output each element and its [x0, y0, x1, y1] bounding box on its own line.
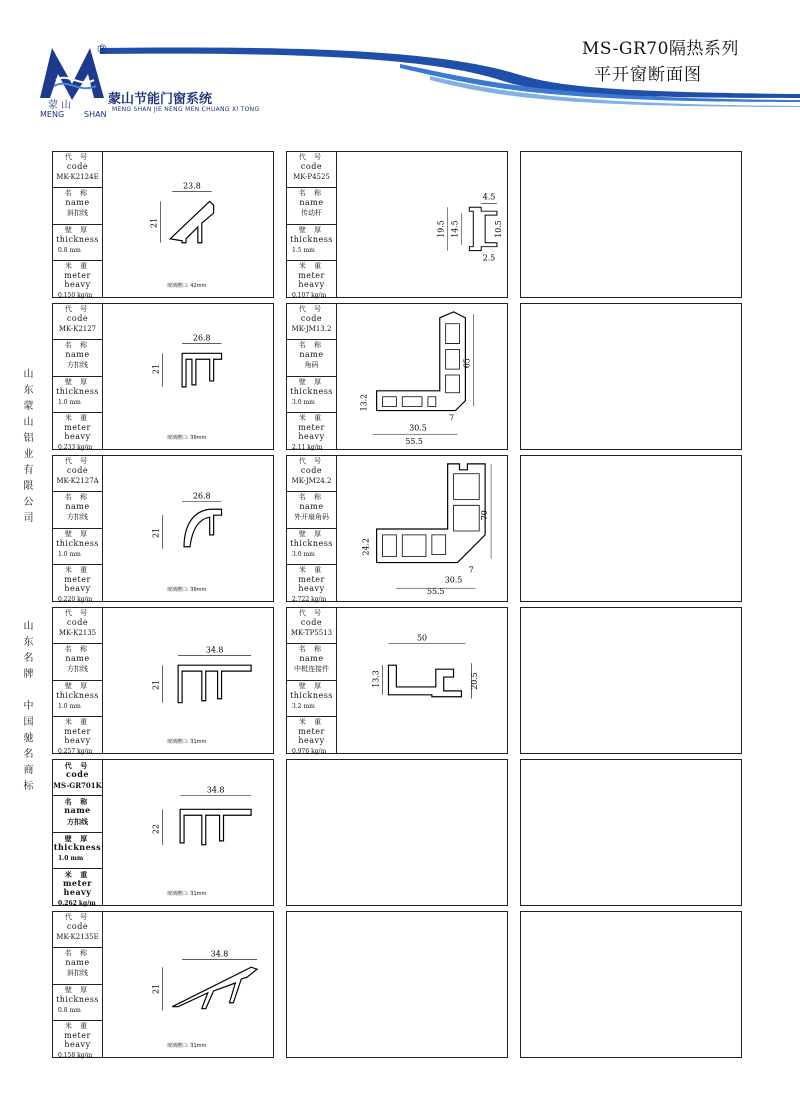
- code-label-en: code: [66, 618, 89, 627]
- glass-groove-note: 玻璃槽口: 31mm: [167, 891, 207, 897]
- profile-code: MK-K2135E: [56, 933, 99, 941]
- weight-label-cn: 米 重: [64, 869, 91, 879]
- name-label-cn: 名 称: [64, 797, 91, 807]
- name-cell: [53, 340, 102, 376]
- profile-thickness: 1.0 mm: [58, 550, 81, 558]
- code-label-cn: 代 号: [298, 609, 325, 617]
- dimension-label: 7: [468, 565, 474, 575]
- empty-card: [520, 303, 742, 450]
- thickness-label-en: thickness: [56, 994, 99, 1004]
- name-cell: [53, 948, 102, 984]
- weight-label-cn: 米 重: [64, 717, 91, 726]
- name-label-en: name: [65, 350, 90, 360]
- thickness-label-cn: 壁 厚: [298, 681, 325, 690]
- dimension-label: 30.5: [444, 575, 463, 585]
- profile-section-svg: [103, 912, 273, 1057]
- profile-section-svg: [337, 304, 507, 449]
- profile-code: MK-JM13.2: [291, 325, 332, 333]
- dimension-label: 50: [416, 633, 428, 643]
- dimension-label: 34.8: [210, 949, 229, 959]
- profile-name: 斜扣线: [67, 209, 88, 218]
- dimension-label: 21: [151, 364, 161, 375]
- profile-card: [52, 759, 274, 906]
- profile-thickness: 3.2 mm: [292, 702, 315, 710]
- weight-cell: [53, 565, 102, 601]
- profile-card: [52, 607, 274, 754]
- profile-code: MK-K2127A: [56, 477, 99, 485]
- weight-cell: [287, 717, 336, 753]
- name-label-cn: 名 称: [298, 645, 325, 654]
- code-cell: [53, 456, 102, 492]
- weight-cell: [53, 1021, 102, 1057]
- dimension-label: 55.5: [405, 437, 423, 447]
- weight-label-cn: 米 重: [298, 717, 325, 726]
- profile-weight: 0.158 kg/m: [58, 1051, 93, 1059]
- code-cell: [53, 152, 102, 188]
- thickness-label-cn: 壁 厚: [64, 529, 91, 538]
- profile-info-column: [53, 152, 103, 297]
- code-label-cn: 代 号: [64, 305, 91, 313]
- weight-cell: [287, 413, 336, 449]
- name-label-en: name: [64, 805, 91, 816]
- code-label-cn: 代 号: [298, 305, 325, 313]
- name-label-cn: 名 称: [64, 493, 91, 502]
- profile-drawing: [103, 152, 273, 297]
- dimension-label: 21: [151, 527, 161, 538]
- weight-label-en: meter heavy: [64, 270, 91, 289]
- thickness-cell: [287, 681, 336, 717]
- weight-label-en: meter heavy: [298, 422, 325, 441]
- profile-info-column: [53, 608, 103, 753]
- code-label-cn: 代 号: [64, 609, 91, 617]
- profile-code: MK-K2124E: [56, 173, 99, 181]
- profile-section-svg: [103, 608, 273, 753]
- profile-drawing: [103, 304, 273, 449]
- weight-cell: [53, 717, 102, 753]
- empty-card: [520, 151, 742, 298]
- code-label-en: code: [300, 466, 323, 475]
- profile-name: 中梃连接件: [294, 665, 329, 674]
- profile-drawing: [103, 912, 273, 1057]
- profile-thickness: 0.8 mm: [58, 246, 81, 254]
- profile-section-svg: [103, 760, 273, 905]
- code-label-cn: 代 号: [64, 153, 91, 161]
- profile-code: MK-TP5513: [290, 629, 333, 637]
- code-label-en: code: [300, 314, 323, 323]
- weight-label-cn: 米 重: [298, 261, 325, 270]
- profile-drawing: [103, 608, 273, 753]
- name-label-en: name: [299, 198, 324, 208]
- weight-label-en: meter heavy: [298, 726, 325, 745]
- glass-groove-note: 玻璃槽口: 39mm: [167, 587, 207, 593]
- code-cell: [53, 608, 102, 644]
- logo-chars: 蒙 山: [48, 100, 72, 110]
- weight-label-cn: 米 重: [298, 565, 325, 574]
- code-cell: [287, 304, 336, 340]
- thickness-label-cn: 壁 厚: [64, 681, 91, 690]
- profile-card: [52, 911, 274, 1058]
- logo-en-left: MENG: [40, 110, 65, 119]
- name-label-cn: 名 称: [64, 341, 91, 350]
- empty-card: [520, 759, 742, 906]
- weight-label-cn: 米 重: [64, 261, 91, 270]
- thickness-cell: [53, 833, 102, 869]
- code-label-en: code: [66, 314, 89, 323]
- thickness-label-en: thickness: [56, 234, 99, 244]
- name-cell: [287, 340, 336, 376]
- weight-label-cn: 米 重: [298, 413, 325, 422]
- profile-code: MK-K2135: [58, 629, 97, 637]
- profile-section-svg: [103, 304, 273, 449]
- code-label-en: code: [66, 162, 89, 171]
- dimension-label: 65: [462, 358, 472, 369]
- side-trademark-award: 中国驰名商标: [21, 700, 32, 796]
- dimension-label: 70: [480, 510, 490, 521]
- weight-label-en: meter heavy: [64, 574, 91, 593]
- name-cell: [53, 796, 102, 832]
- profile-weight: 0.976 kg/m: [292, 747, 327, 755]
- thickness-label-cn: 壁 厚: [64, 985, 91, 994]
- thickness-label-cn: 壁 厚: [298, 377, 325, 386]
- empty-card: [520, 607, 742, 754]
- weight-label-en: meter heavy: [298, 574, 325, 593]
- page-subtitle: 平开窗断面图: [594, 65, 702, 85]
- code-label-en: code: [300, 162, 323, 171]
- name-label-en: name: [299, 654, 324, 664]
- profile-code: MK-K2127: [58, 325, 97, 333]
- thickness-label-en: thickness: [290, 234, 333, 244]
- name-label-cn: 名 称: [298, 341, 325, 350]
- code-label-cn: 代 号: [64, 761, 91, 770]
- thickness-label-en: thickness: [290, 690, 333, 700]
- profile-section-svg: [337, 152, 507, 297]
- name-label-en: name: [65, 958, 90, 968]
- dimension-label: 22: [151, 824, 161, 835]
- thickness-cell: [287, 377, 336, 413]
- name-label-cn: 名 称: [64, 949, 91, 958]
- thickness-label-cn: 壁 厚: [298, 225, 325, 234]
- name-cell: [287, 188, 336, 224]
- name-label-en: name: [299, 350, 324, 360]
- profile-drawing: [337, 152, 507, 297]
- thickness-label-cn: 壁 厚: [298, 529, 325, 538]
- profile-name: 方扣线: [67, 817, 88, 827]
- profile-drawing: [103, 760, 273, 905]
- profile-name: 方扣线: [67, 513, 88, 522]
- thickness-label-cn: 壁 厚: [64, 833, 91, 843]
- profile-thickness: 1.0 mm: [58, 398, 81, 406]
- thickness-cell: [53, 377, 102, 413]
- thickness-label-en: thickness: [53, 841, 102, 852]
- profile-thickness: 1.0 mm: [58, 854, 84, 862]
- profile-info-column: [53, 304, 103, 449]
- thickness-cell: [287, 225, 336, 261]
- name-cell: [287, 492, 336, 528]
- profile-code: MS-GR701K: [53, 781, 102, 790]
- profile-name: 角码: [304, 361, 319, 370]
- profile-card: [286, 607, 508, 754]
- dimension-label: 24.2: [361, 537, 371, 556]
- company-system-name: 蒙山节能门窗系统: [108, 92, 213, 107]
- name-cell: [53, 492, 102, 528]
- name-cell: [53, 644, 102, 680]
- profile-name: 外开扇角码: [294, 513, 329, 522]
- weight-cell: [53, 869, 102, 905]
- profile-info-column: [53, 456, 103, 601]
- dimension-label: 10.5: [493, 220, 503, 238]
- name-label-en: name: [299, 502, 324, 512]
- profile-weight: 2.11 kg/m: [292, 443, 323, 451]
- code-label-cn: 代 号: [64, 913, 91, 921]
- profile-section-svg: [103, 152, 273, 297]
- profile-section-svg: [337, 456, 507, 601]
- name-label-en: name: [65, 654, 90, 664]
- name-cell: [53, 188, 102, 224]
- thickness-label-en: thickness: [290, 386, 333, 396]
- profile-card: [286, 455, 508, 602]
- profile-drawing: [103, 456, 273, 601]
- profile-name: 方扣线: [67, 361, 88, 370]
- profile-thickness: 1.5 mm: [292, 246, 315, 254]
- dimension-label: 55.5: [427, 587, 445, 597]
- empty-card: [286, 759, 508, 906]
- code-label-en: code: [300, 618, 323, 627]
- profile-thickness: 0.8 mm: [58, 1006, 81, 1014]
- thickness-cell: [53, 985, 102, 1021]
- thickness-cell: [53, 529, 102, 565]
- code-label-cn: 代 号: [64, 457, 91, 465]
- code-cell: [53, 912, 102, 948]
- name-label-cn: 名 称: [298, 493, 325, 502]
- empty-card: [520, 911, 742, 1058]
- weight-label-en: meter heavy: [62, 877, 93, 897]
- code-label-cn: 代 号: [298, 457, 325, 465]
- side-brand-award: 山东名牌: [21, 620, 32, 684]
- code-cell: [53, 760, 102, 796]
- company-system-pinyin: MENG SHAN JIE NENG MEN CHUANG XI TONG: [112, 106, 260, 113]
- profile-weight: 0.107 kg/m: [292, 291, 327, 299]
- code-label-en: code: [66, 922, 89, 931]
- profile-weight: 0.233 kg/m: [58, 443, 93, 451]
- dimension-label: 21: [149, 218, 159, 229]
- weight-cell: [53, 261, 102, 297]
- profile-drawing: [337, 456, 507, 601]
- name-label-cn: 名 称: [64, 645, 91, 654]
- name-cell: [287, 644, 336, 680]
- logo-en-right: SHAN: [84, 110, 107, 119]
- profile-card: [52, 303, 274, 450]
- dimension-label: 2.5: [482, 253, 496, 263]
- profile-weight: 0.262 kg/m: [58, 899, 96, 907]
- code-cell: [287, 608, 336, 644]
- code-cell: [53, 304, 102, 340]
- name-label-cn: 名 称: [64, 189, 91, 198]
- thickness-label-cn: 壁 厚: [64, 377, 91, 386]
- weight-label-en: meter heavy: [64, 422, 91, 441]
- weight-cell: [53, 413, 102, 449]
- dimension-label: 13.2: [359, 393, 369, 412]
- profile-code: MK-JM24.2: [291, 477, 332, 485]
- profile-weight: 0.257 kg/m: [58, 747, 93, 755]
- thickness-cell: [53, 681, 102, 717]
- profile-info-column: [287, 456, 337, 601]
- weight-label-en: meter heavy: [64, 1030, 91, 1049]
- glass-groove-note: 玻璃槽口: 31mm: [167, 1043, 207, 1049]
- weight-label-en: meter heavy: [64, 726, 91, 745]
- profile-weight: 0.150 kg/m: [58, 291, 93, 299]
- dimension-label: 30.5: [409, 423, 427, 433]
- profile-section-svg: [103, 456, 273, 601]
- thickness-label-en: thickness: [56, 538, 99, 548]
- code-cell: [287, 152, 336, 188]
- profile-name: 斜扣线: [67, 969, 88, 978]
- thickness-cell: [53, 225, 102, 261]
- profile-card: [286, 303, 508, 450]
- dimension-label: 21: [151, 679, 161, 690]
- weight-label-en: meter heavy: [298, 270, 325, 289]
- empty-card: [286, 911, 508, 1058]
- name-label-cn: 名 称: [298, 189, 325, 198]
- weight-label-cn: 米 重: [64, 1021, 91, 1030]
- glass-groove-note: 玻璃槽口: 42mm: [167, 283, 207, 289]
- dimension-label: 34.8: [205, 645, 224, 655]
- profile-code: MK-P4525: [293, 173, 330, 181]
- weight-cell: [287, 261, 336, 297]
- dimension-label: 13.3: [371, 670, 381, 688]
- profile-thickness: 1.0 mm: [58, 702, 81, 710]
- dimension-label: 14.5: [450, 220, 460, 238]
- profile-thickness: 3.0 mm: [292, 398, 315, 406]
- empty-card: [520, 455, 742, 602]
- dimension-label: 26.8: [193, 333, 211, 343]
- registered-mark: ®: [96, 42, 108, 56]
- dimension-label: 4.5: [482, 192, 496, 202]
- glass-groove-note: 玻璃槽口: 39mm: [167, 435, 207, 441]
- page-title: MS-GR70隔热系列: [582, 39, 739, 59]
- profile-card: [52, 151, 274, 298]
- profile-info-column: [287, 304, 337, 449]
- dimension-label: 26.8: [193, 491, 211, 501]
- profile-drawing: [337, 304, 507, 449]
- profile-info-column: [53, 912, 103, 1057]
- weight-label-cn: 米 重: [64, 413, 91, 422]
- name-label-en: name: [65, 198, 90, 208]
- thickness-label-en: thickness: [56, 690, 99, 700]
- side-company-name: 山东蒙山铝业有限公司: [21, 368, 32, 528]
- thickness-label-en: thickness: [56, 386, 99, 396]
- profile-info-column: [287, 608, 337, 753]
- dimension-label: 21: [151, 983, 161, 994]
- dimension-label: 23.8: [183, 181, 201, 191]
- profile-section-svg: [337, 608, 507, 753]
- code-label-en: code: [66, 769, 89, 779]
- thickness-label-en: thickness: [290, 538, 333, 548]
- profile-drawing: [337, 608, 507, 753]
- profile-weight: 2.722 kg/m: [292, 595, 327, 603]
- weight-label-cn: 米 重: [64, 565, 91, 574]
- profile-info-column: [287, 152, 337, 297]
- glass-groove-note: 玻璃槽口: 31mm: [167, 739, 207, 745]
- profile-thickness: 3.0 mm: [292, 550, 315, 558]
- dimension-label: 7: [449, 413, 455, 423]
- name-label-en: name: [65, 502, 90, 512]
- code-cell: [287, 456, 336, 492]
- profile-name: 传动杆: [301, 209, 322, 218]
- code-label-cn: 代 号: [298, 153, 325, 161]
- profile-card: [52, 455, 274, 602]
- thickness-label-cn: 壁 厚: [64, 225, 91, 234]
- profile-weight: 0.220 kg/m: [58, 595, 93, 603]
- dimension-label: 34.8: [206, 785, 225, 795]
- dimension-label: 19.5: [436, 220, 446, 238]
- weight-cell: [287, 565, 336, 601]
- thickness-cell: [287, 529, 336, 565]
- profile-name: 方扣线: [67, 665, 88, 674]
- dimension-label: 20.5: [470, 672, 480, 690]
- code-label-en: code: [66, 466, 89, 475]
- profile-info-column: [53, 760, 103, 905]
- profile-card: [286, 151, 508, 298]
